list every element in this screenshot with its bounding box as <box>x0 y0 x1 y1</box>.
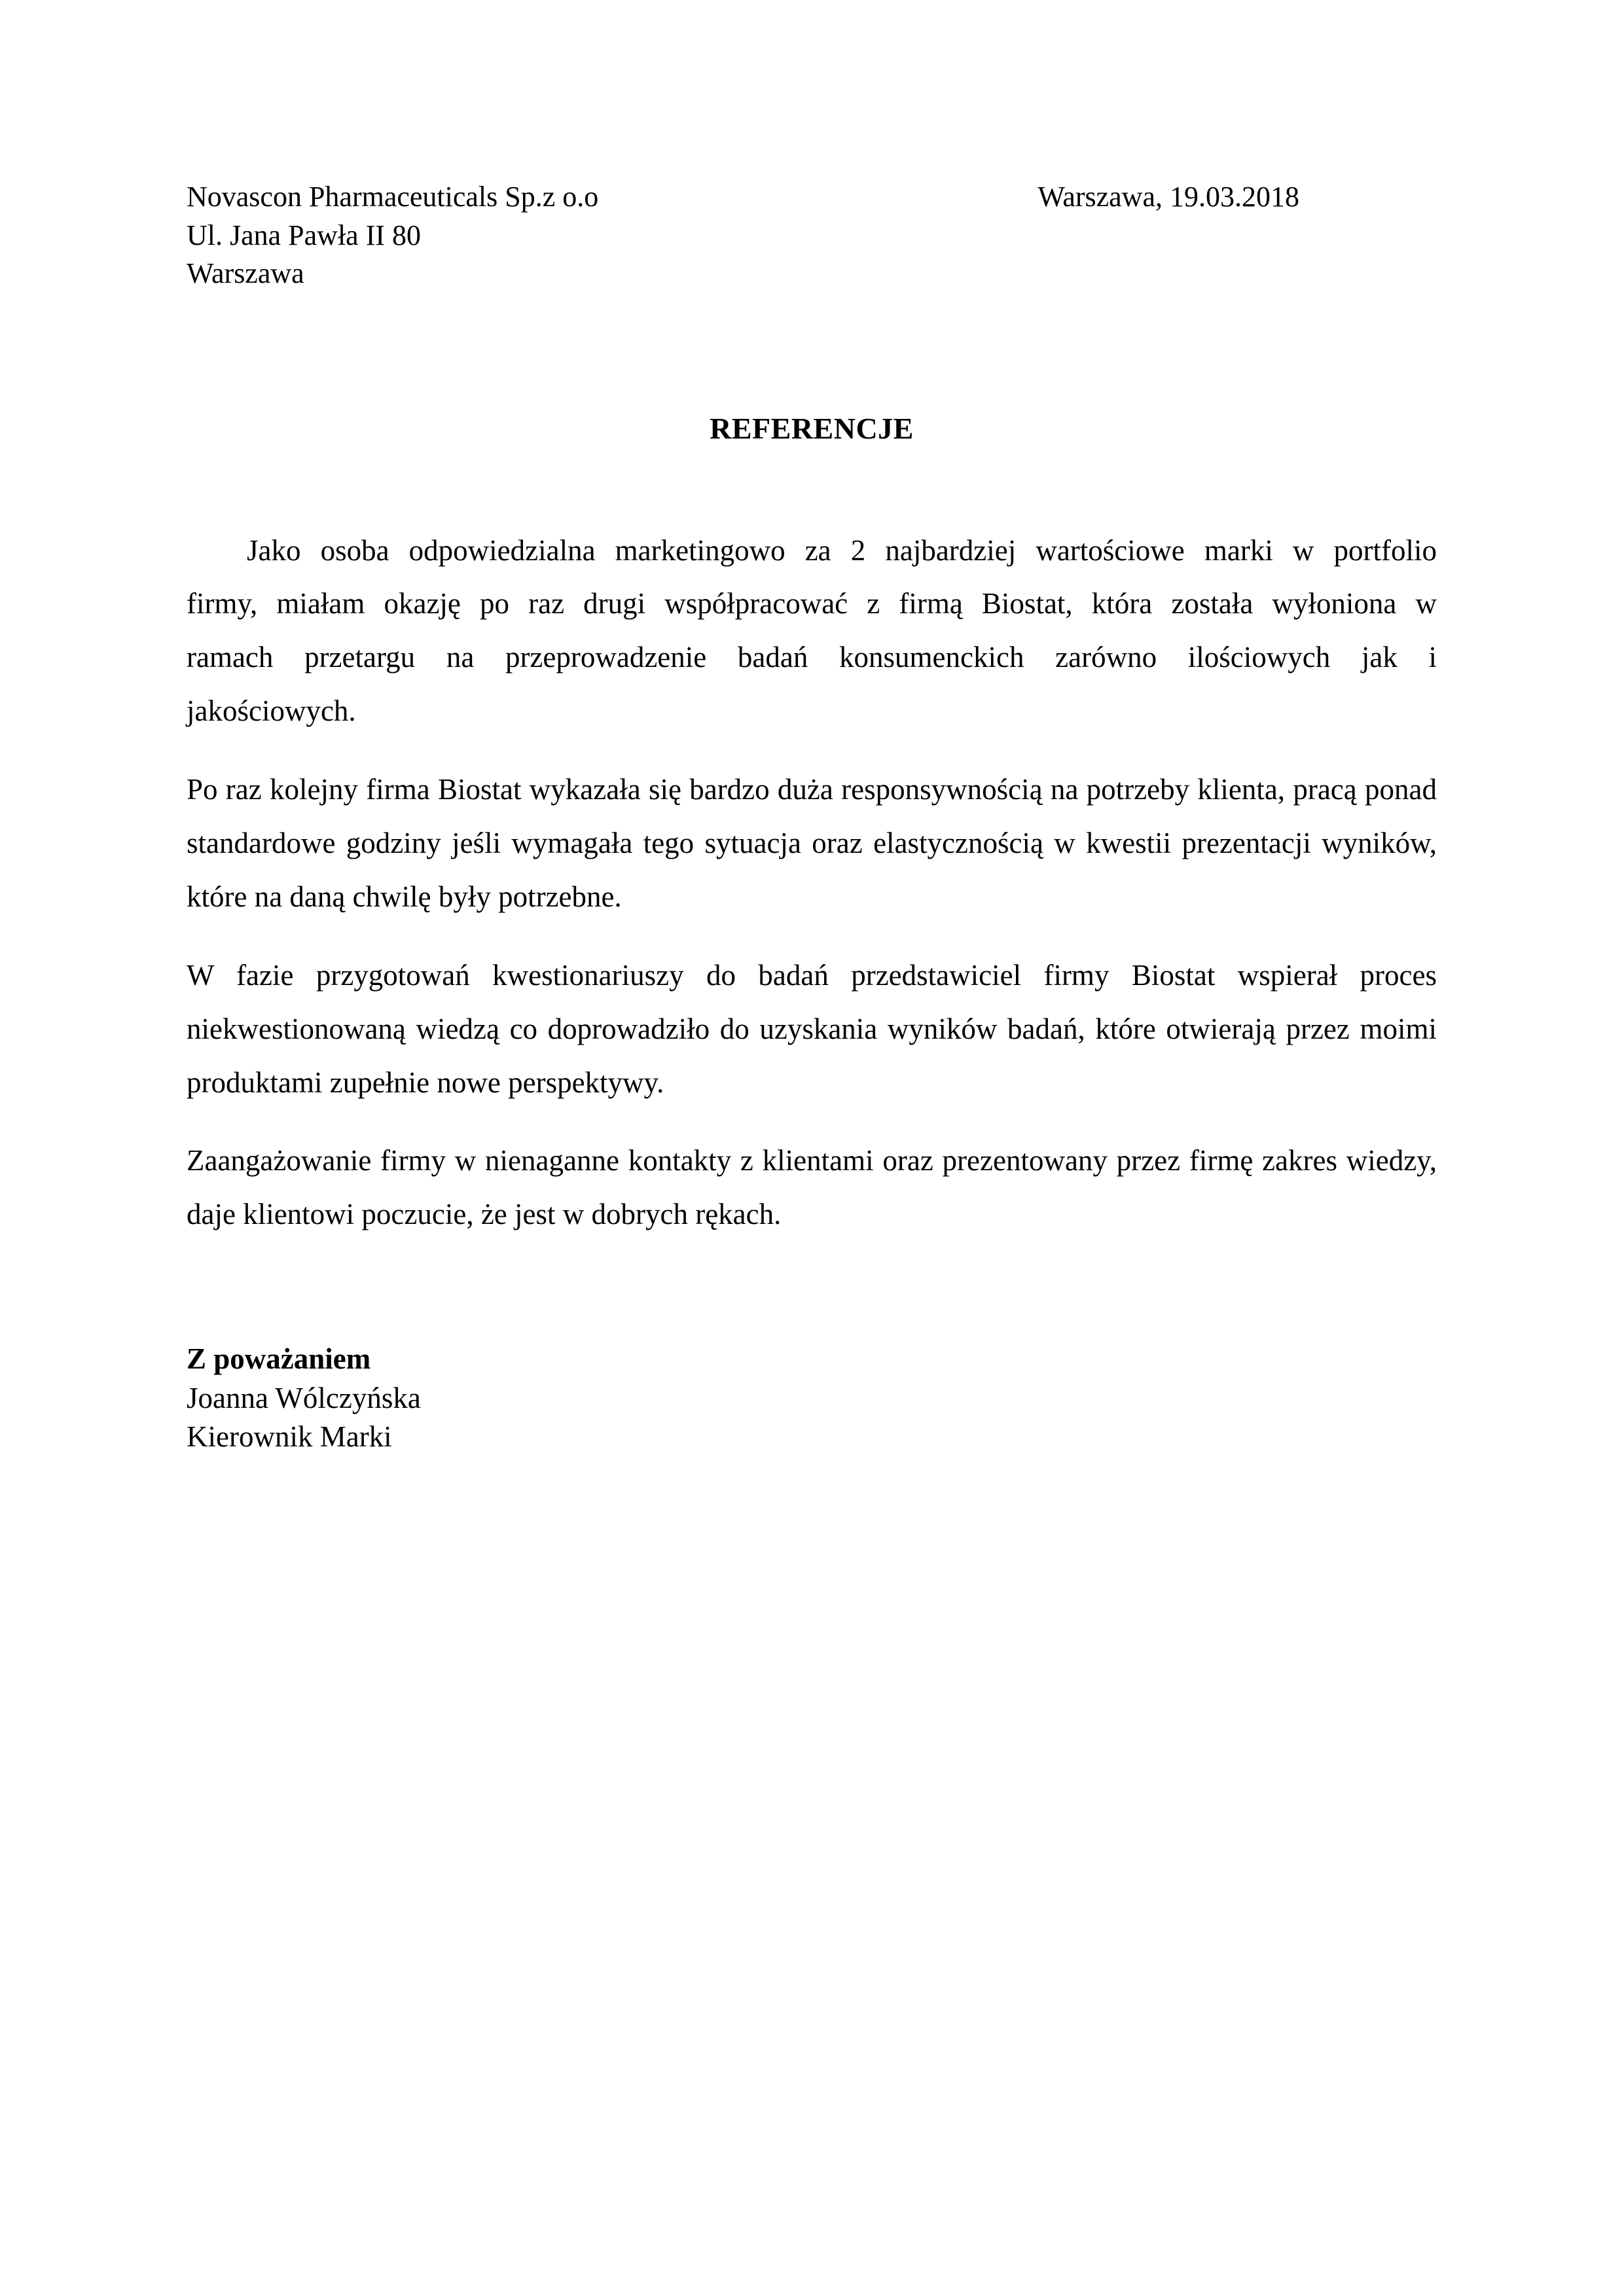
paragraph-3: W fazie przygotowań kwestionariuszy do badań przedstawiciel firmy Biostat wspierał proces niekwestionowaną wiedzą co doprowadziło do uzyskania wyników badań, które otwierają przez moimi produktami zupełnie nowe perspektywy. <box>187 958 1437 1099</box>
paragraph-4: Zaangażowanie firmy w nienaganne kontakty z klientami oraz prezentowany przez firmę zakres wiedzy, daje klientowi poczucie, że jest w dobrych rękach. <box>187 1144 1437 1231</box>
letter-header <box>187 0 1437 293</box>
signature-role: Kierownik Marki <box>187 1420 392 1454</box>
signature-salutation: Z poważaniem <box>187 1342 371 1376</box>
paragraph-1: Jako osoba odpowiedzialna marketingowo za 2 najbardziej wartościowe marki w portfolio firmy, miałam okazję po raz drugi współpracować z firmą Biostat, która została wyłoniona w ramach przetargu na przeprowadzenie badań konsumenckich zarówno ilościowych jak i jakościowych. <box>187 533 1437 728</box>
paragraph-2: Po raz kolejny firma Biostat wykazała się bardzo duża responsywnością na potrzeby klienta, pracą ponad standardowe godziny jeśli wymagała tego sytuacja oraz elastycznością w kwestii prezentacji wyników, które na daną chwilę były potrzebne. <box>187 773 1437 913</box>
document-content <box>187 0 1437 1456</box>
signature-block <box>187 1340 1437 1456</box>
header-row <box>187 178 1437 293</box>
page-title: REFERENCJE <box>710 411 914 445</box>
sender-company: Novascon Pharmaceuticals Sp.z o.o <box>187 181 599 213</box>
sender-city: Warszawa <box>187 257 304 290</box>
signature-name: Joanna Wólczyńska <box>187 1381 421 1414</box>
sender-street: Ul. Jana Pawła II 80 <box>187 219 422 251</box>
letter-body <box>187 524 1437 1242</box>
place-and-date: Warszawa, 19.03.2018 <box>1038 181 1299 213</box>
sender-address-block <box>187 178 598 293</box>
